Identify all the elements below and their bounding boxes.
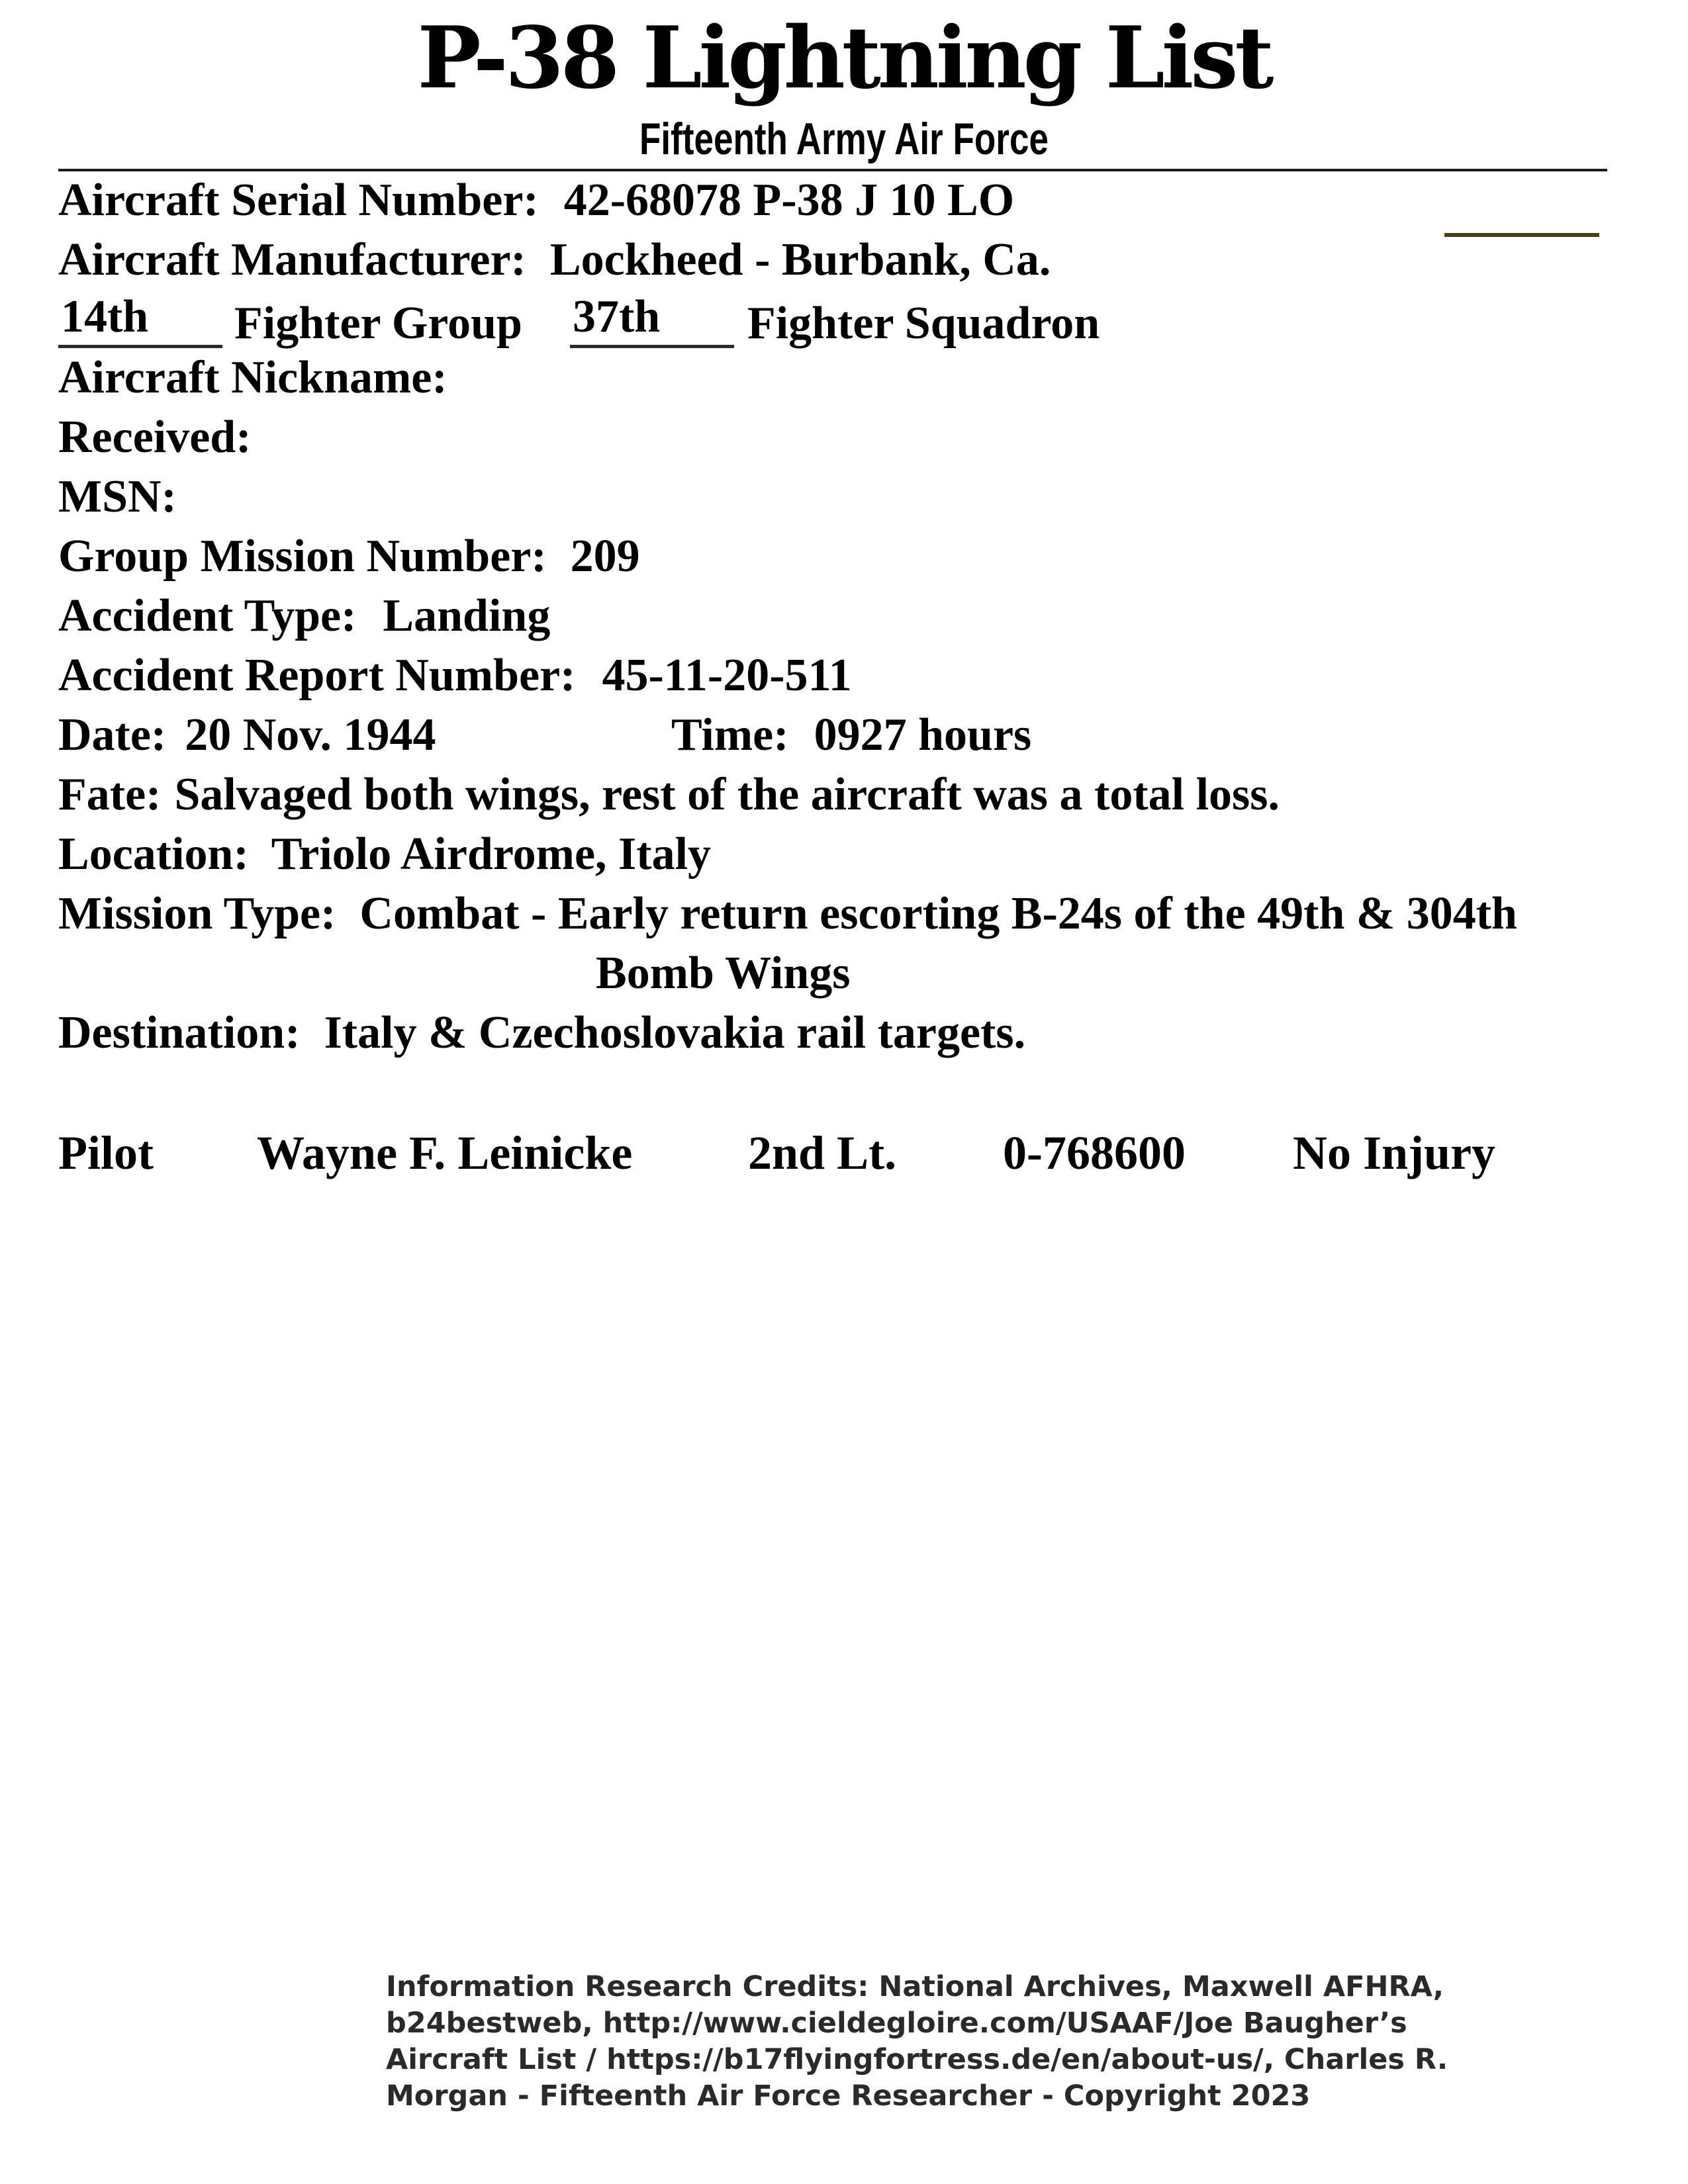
report-number-label: Accident Report Number: [58,650,576,701]
destination-label: Destination: [58,1007,301,1058]
group-squadron-row [58,291,1100,351]
fate-value: Salvaged both wings, rest of the aircraft was a total loss. [174,769,1280,820]
credits-line-1: Information Research Credits: National Archives, Maxwell AFHRA, [386,1970,1444,2003]
msn-row [58,470,177,524]
crew-serial: 0-768600 [1003,1126,1186,1179]
date-label: Date: [58,709,167,760]
mission-type-label: Mission Type: [58,888,336,939]
mission-type-value: Combat - Early return escorting B-24s of the 49th & 304th [359,888,1517,939]
mission-number-value: 209 [570,531,640,582]
manufacturer-row [58,233,1051,287]
credits-line-3: Aircraft List / https://b17flyingfortress.de/en/about-us/, Charles R. [386,2043,1448,2076]
nickname-label: Aircraft Nickname: [58,352,447,403]
time-value: 0927 hours [814,709,1032,760]
crew-rank: 2nd Lt. [748,1126,897,1179]
mission-type-row [58,887,1517,941]
crew-status: No Injury [1293,1126,1496,1179]
squadron-label: Fighter Squadron [747,298,1100,349]
destination-value: Italy & Czechoslovakia rail targets. [324,1007,1026,1058]
destination-row [58,1006,1025,1060]
location-label: Location: [58,829,249,880]
crew-position: Pilot [58,1126,154,1179]
msn-label: MSN: [58,471,177,522]
group-number-value: 14th [61,291,149,342]
accident-type-label: Accident Type: [58,590,357,641]
squadron-number-value: 37th [572,291,661,342]
fate-row [58,768,1280,822]
manufacturer-value: Lockheed - Burbank, Ca. [549,234,1051,285]
time-group [671,708,1031,762]
squadron-number-field [570,291,734,351]
fate-label: Fate: [58,769,162,820]
serial-number-label: Aircraft Serial Number: [58,175,539,226]
serial-number-value: 42-68078 P-38 J 10 LO [563,175,1015,226]
group-number-field [58,291,222,351]
accident-type-row [58,589,550,643]
credits-line-4: Morgan - Fifteenth Air Force Researcher - Copyright 2023 [386,2079,1311,2113]
header-divider [58,169,1607,171]
page-title: P-38 Lightning List [417,9,1271,108]
accident-type-value: Landing [383,590,551,641]
serial-number-row [58,173,1014,228]
location-row [58,827,711,882]
report-number-value: 45-11-20-511 [602,650,852,701]
page-subtitle: Fifteenth Army Air Force [639,114,1049,164]
location-value: Triolo Airdrome, Italy [271,829,712,880]
date-value: 20 Nov. 1944 [185,709,436,760]
mission-type-value-line2: Bomb Wings [596,948,851,999]
received-row [58,410,252,465]
corner-blank-line [1444,233,1599,237]
date-row [58,708,436,762]
crew-name: Wayne F. Leinicke [257,1126,633,1179]
time-label: Time: [671,709,789,760]
mission-number-label: Group Mission Number: [58,531,547,582]
research-credits [386,1969,1448,2115]
group-label: Fighter Group [234,298,522,349]
mission-type-continuation [596,946,851,1001]
manufacturer-label: Aircraft Manufacturer: [58,234,526,285]
mission-number-row [58,529,640,584]
report-number-row [58,649,852,703]
nickname-row [58,351,447,405]
received-label: Received: [58,412,252,463]
credits-line-2: b24bestweb, http://www.cieldegloire.com/USAAF/Joe Baugher’s [386,2007,1407,2040]
